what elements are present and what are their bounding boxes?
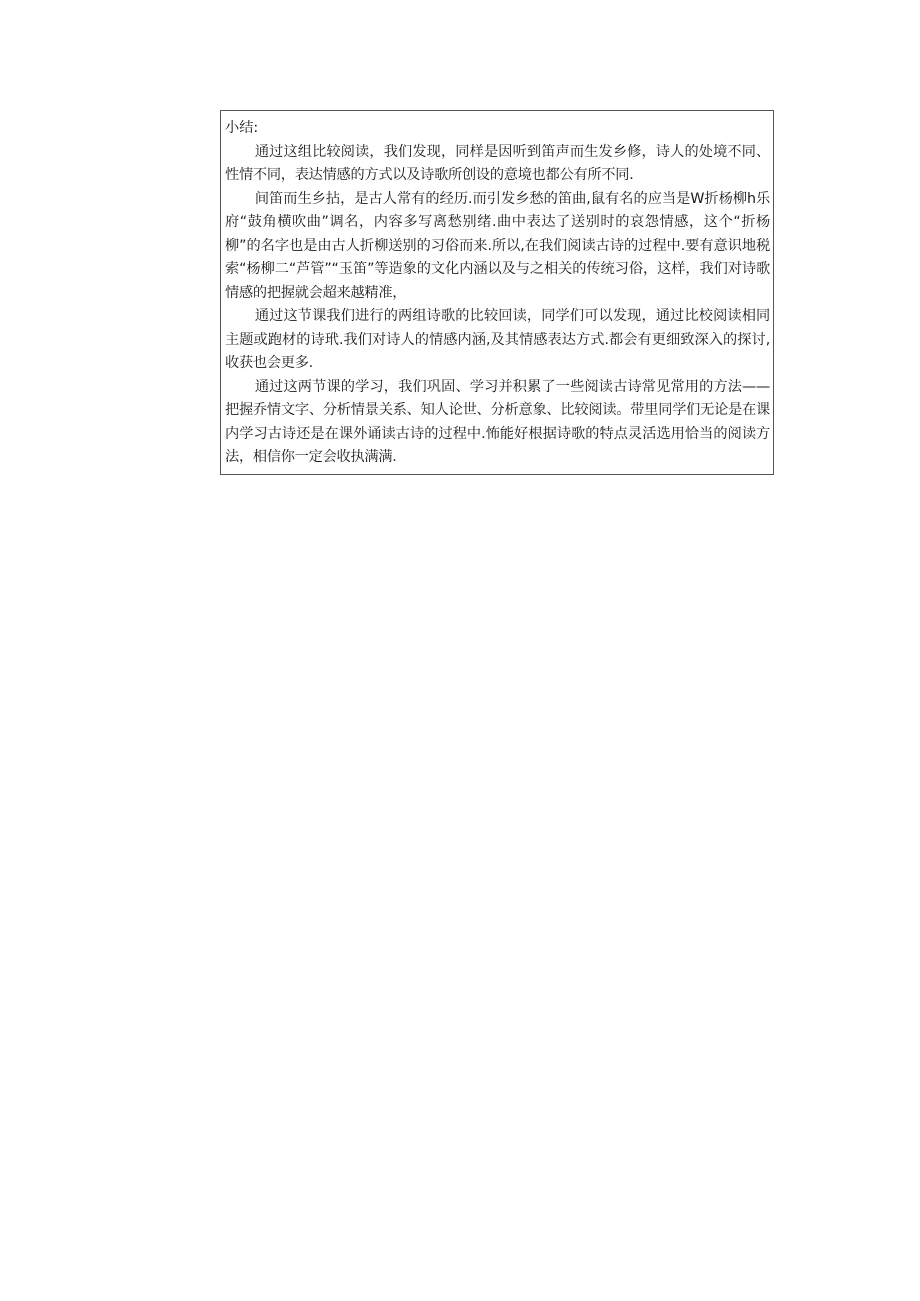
summary-title: 小结: <box>225 120 259 136</box>
paragraph-1: 通过这组比较阅读，我们发现，同样是因听到笛声而生发乡修，诗人的处境不同、性情不同，表达情感的方式以及诗歌所创设的意境也都公有所不同. <box>225 143 770 183</box>
summary-box <box>220 110 774 475</box>
paragraph-4: 通过这两节课的学习，我们巩固、学习并积累了一些阅读古诗常见常用的方法——把握乔情文字、分析情景关系、知人论世、分析意象、比较阅读。带里同学们无论是在课内学习古诗还是在课外诵读古诗的过程中.怖能好根据诗歌的特点灵活选用恰当的阅读方法，相信你一定会收执满满. <box>225 378 770 465</box>
paragraph-3: 通过这节课我们进行的两组诗歌的比较回读，同学们可以发现，通过比校阅读相同主题或跑材的诗玳.我们对诗人的情感内涵,及其情感表达方式.都会有更细致深入的探讨,收获也会更多. <box>225 308 770 371</box>
paragraph-2: 间笛而生乡拈，是古人常有的经历.而引发乡愁的笛曲,鼠有名的应当是W折杨柳h乐府“鼓角横吹曲”调名，内容多写离愁别绪.曲中表达了送别时的哀怨情感，这个“折杨柳”的名字也是由古人折柳送别的习俗而来.所以,在我们阅读古诗的过程中.要有意识地税索“杨柳二“芦管”“玉笛”等造象的文化内涵以及与之相关的传统习俗，这样，我们对诗歌情感的把握就会超来越精准， <box>225 190 770 301</box>
